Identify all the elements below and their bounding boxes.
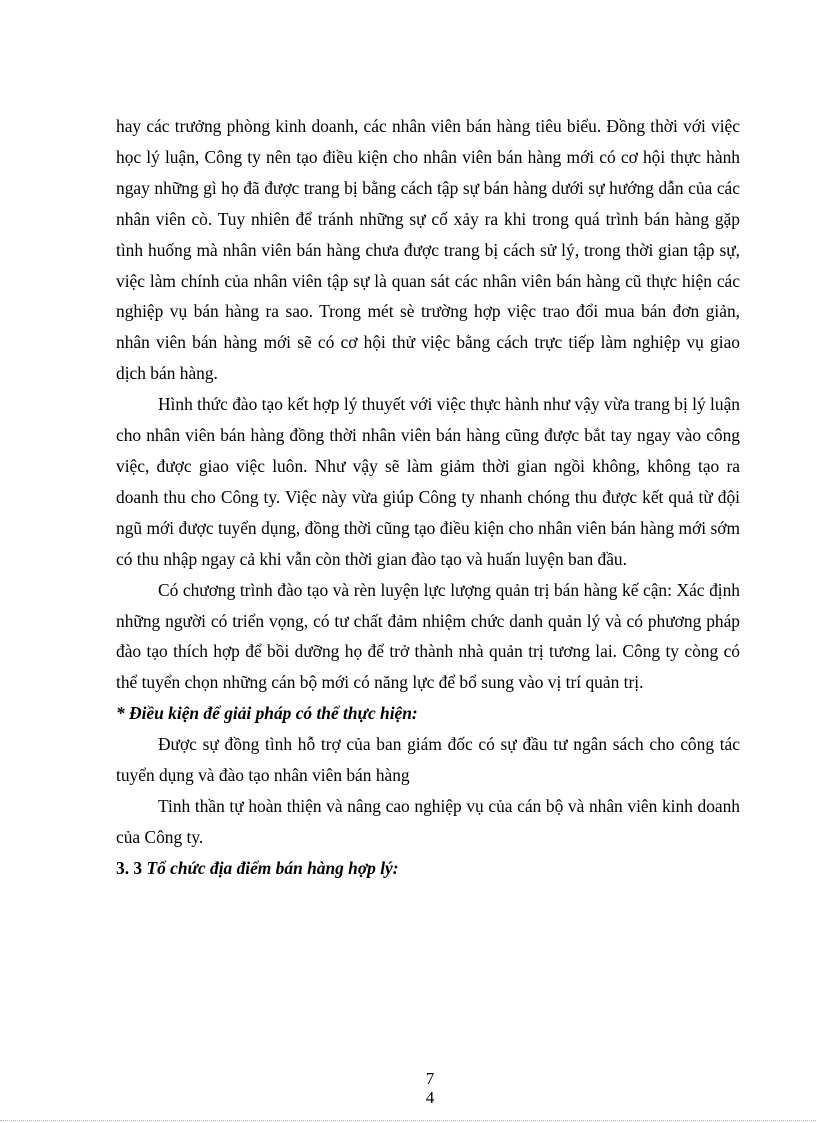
body-paragraph: Hình thức đào tạo kết hợp lý thuyết với việc thực hành như vậy vừa trang bị lý luận cho nhân viên bán hàng đồng thời nhân viên bán hàng cũng được bắt tay ngay vào công việc, được giao việc luôn. Như vậy sẽ làm giảm thời gian ngồi không, không tạo ra doanh thu cho Công ty. Việc này vừa giúp Công ty nhanh chóng thu được kết quả từ đội ngũ mới được tuyển dụng, đồng thời cũng tạo điều kiện cho nhân viên bán hàng mới sớm có thu nhập ngay cả khi vẫn còn thời gian đào tạo và huấn luyện ban đầu. <box>116 394 740 569</box>
page-number: 4 <box>425 1088 435 1107</box>
body-paragraph: Tinh thần tự hoàn thiện và nâng cao nghiệp vụ của cán bộ và nhân viên kinh doanh của Công ty. <box>116 795 740 847</box>
footer-divider <box>0 1120 816 1121</box>
body-paragraph: Được sự đồng tình hỗ trợ của ban giám đốc có sự đầu tư ngân sách cho công tác tuyển dụng và đào tạo nhân viên bán hàng <box>116 734 740 786</box>
body-paragraph: hay các trưởng phòng kinh doanh, các nhân viên bán hàng tiêu biểu. Đồng thời với việc học lý luận, Công ty nên tạo điều kiện cho nhân viên bán hàng mới có cơ hội thực hành ngay những gì họ đã được trang bị bằng cách tập sự bán hàng dưới sự hướng dẫn của các nhân viên cò. Tuy nhiên để tránh những sự cố xảy ra khi trong quá trình bán hàng gặp tình huống mà nhân viên bán hàng chưa được trang bị cách sử lý, trong thời gian tập sự, việc làm chính của nhân viên tập sự là quan sát các nhân viên bán hàng cũ thực hiện các nghiệp vụ bán hàng ra sao. Trong mét sè trường hợp việc trao đổi mua bán đơn giản, nhân viên bán hàng mới sẽ có cơ hội thử việc bằng cách trực tiếp làm nghiệp vụ giao dịch bán hàng. <box>116 116 740 384</box>
section-heading <box>116 853 740 884</box>
condition-heading: * Điều kiện để giải pháp có thể thực hiện: <box>116 703 418 724</box>
body-paragraph: Có chương trình đào tạo và rèn luyện lực lượng quản trị bán hàng kế cận: Xác định những người có triển vọng, có tư chất đảm nhiệm chức danh quản lý và có phương pháp đào tạo thích hợp để bồi dưỡng họ để trở thành nhà quản trị tương lai. Công ty còng có thể tuyển chọn những cán bộ mới có năng lực để bổ sung vào vị trí quản trị. <box>116 579 740 693</box>
section-title: Tổ chức địa điểm bán hàng hợp lý: <box>146 857 399 878</box>
section-number: 3. 3 <box>116 857 143 878</box>
page-number: 7 <box>425 1069 435 1088</box>
document-page <box>116 111 740 884</box>
